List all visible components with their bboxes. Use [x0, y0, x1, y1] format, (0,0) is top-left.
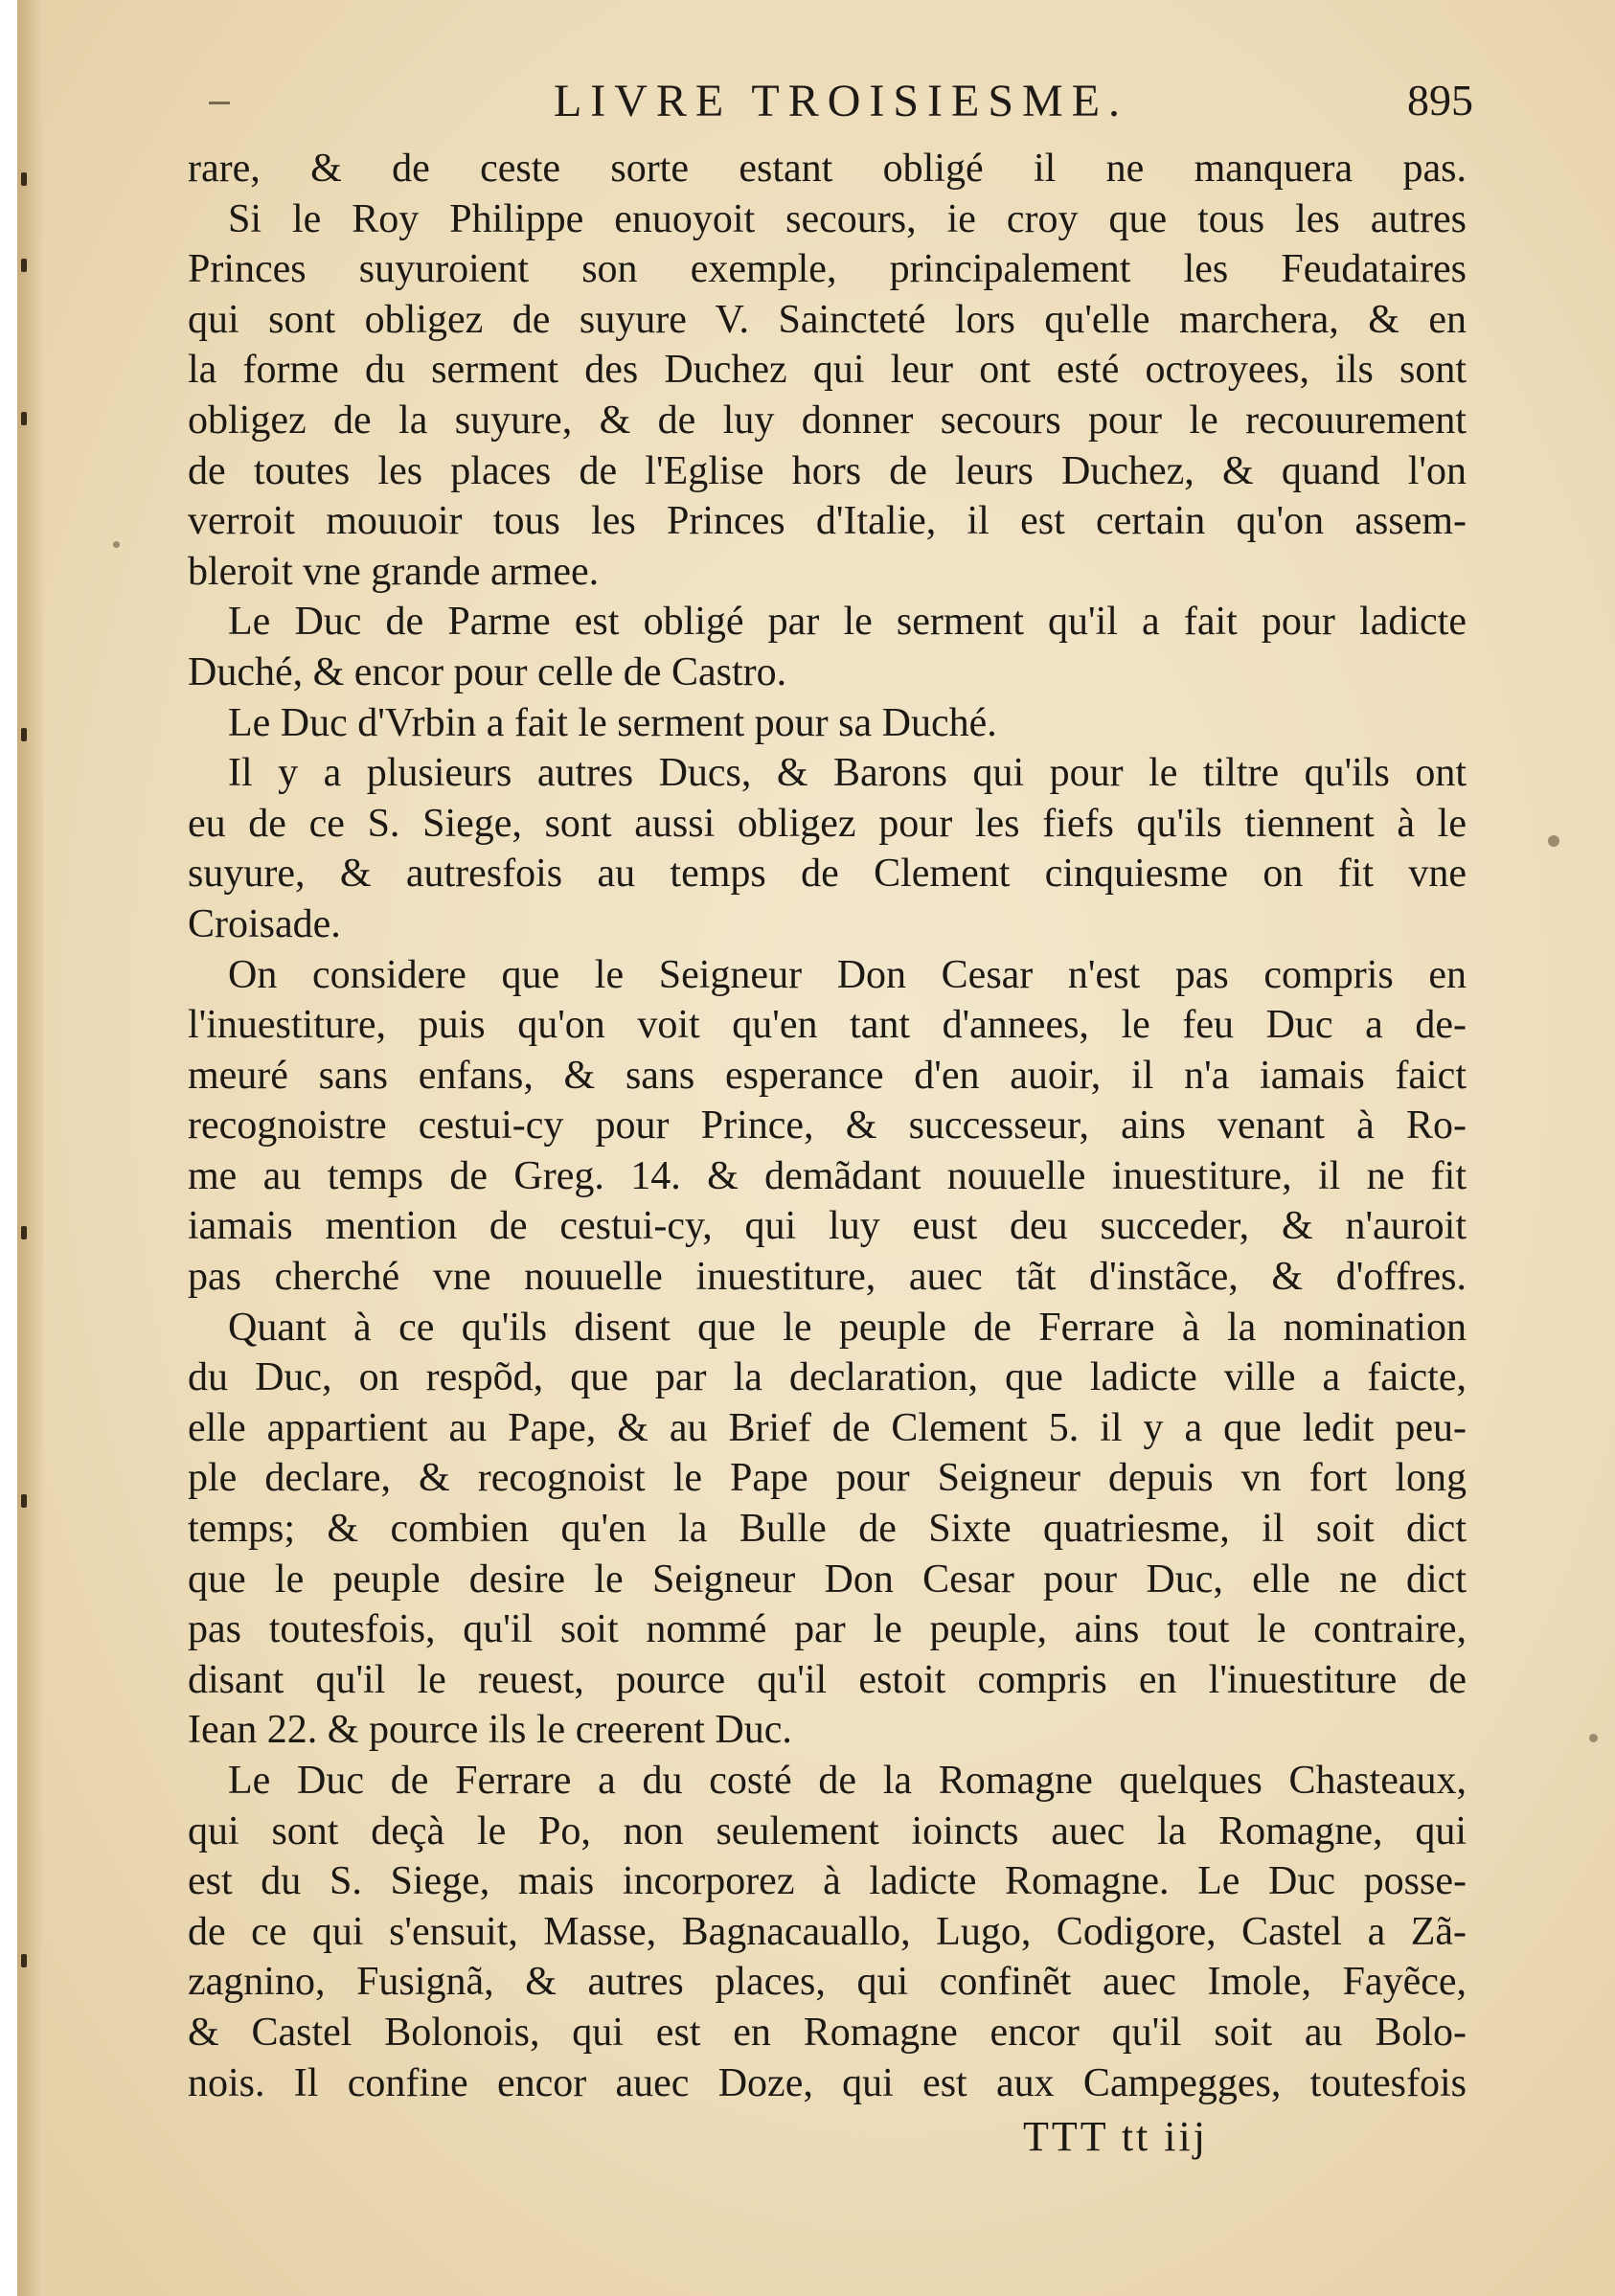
text-line: iamais mention de cestui-cy, qui luy eust deu succeder, & n'auroit	[188, 1204, 1467, 1249]
text-line: Le Duc de Ferrare a du costé de la Romagne quelques Chasteaux,	[228, 1759, 1467, 1803]
binding-thread-mark	[21, 412, 27, 425]
binding-thread-mark	[21, 1494, 27, 1508]
text-line: que le peuple desire le Seigneur Don Cesar pour Duc, elle ne dict	[188, 1557, 1467, 1602]
text-line: nois. Il confine encor auec Doze, qui est aux Campegges, toutesfois	[188, 2060, 1467, 2105]
page-number: 895	[1407, 76, 1473, 125]
text-line: la forme du serment des Duchez qui leur ont esté octroyees, ils sont	[188, 348, 1467, 393]
text-line: zagnino, Fusignã, & autres places, qui confinẽt auec Imole, Fayẽce,	[188, 1960, 1467, 2005]
text-line: Le Duc de Parme est obligé par le serment qu'il a fait pour ladicte	[228, 600, 1467, 645]
text-line: obligez de la suyure, & de luy donner secours pour le recouurement	[188, 398, 1467, 443]
text-line: Il y a plusieurs autres Ducs, & Barons qui pour le tiltre qu'ils ont	[228, 751, 1467, 796]
text-line: recognoistre cestui-cy pour Prince, & successeur, ains venant à Ro-	[188, 1103, 1467, 1148]
foxing-spot	[1589, 1734, 1598, 1742]
text-line: elle appartient au Pape, & au Brief de Clement 5. il y a que ledit peu-	[188, 1405, 1467, 1450]
text-line: pas toutesfois, qu'il soit nommé par le peuple, ains tout le contraire,	[188, 1607, 1467, 1652]
text-line: rare, & de ceste sorte estant obligé il ne manquera pas.	[188, 147, 1467, 191]
binding-thread-mark	[21, 728, 27, 741]
book-page	[17, 0, 1615, 2296]
text-line: Le Duc d'Vrbin a fait le serment pour sa Duché.	[228, 700, 997, 745]
text-line: pas cherché vne nouuelle inuestiture, auec tãt d'instãce, & d'offres.	[188, 1255, 1467, 1300]
text-line: verroit mouuoir tous les Princes d'Italie, il est certain qu'on assem-	[188, 499, 1467, 544]
text-line: qui sont deçà le Po, non seulement ioincts auec la Romagne, qui	[188, 1808, 1467, 1853]
text-line: Iean 22. & pource ils le creerent Duc.	[188, 1708, 792, 1753]
text-line: me au temps de Greg. 14. & demãdant nouuelle inuestiture, il ne fit	[188, 1153, 1467, 1198]
foxing-spot	[1548, 835, 1559, 847]
text-line: de toutes les places de l'Eglise hors de leurs Duchez, & quand l'on	[188, 448, 1467, 493]
text-line: bleroit vne grande armee.	[188, 549, 600, 594]
text-line: Croisade.	[188, 901, 341, 946]
text-line: qui sont obligez de suyure V. Saincteté lors qu'elle marchera, & en	[188, 297, 1467, 342]
text-line: meuré sans enfans, & sans esperance d'en auoir, il n'a iamais faict	[188, 1053, 1467, 1098]
text-line: disant qu'il le reuest, pource qu'il estoit compris en l'inuestiture de	[188, 1657, 1467, 1702]
binding-gutter	[17, 0, 44, 2296]
running-title: LIVRE TROISIESME.	[553, 76, 1129, 126]
text-line: & Castel Bolonois, qui est en Romagne encor qu'il soit au Bolo-	[188, 2010, 1467, 2055]
binding-thread-mark	[21, 259, 27, 272]
text-line: eu de ce S. Siege, sont aussi obligez pour les fiefs qu'ils tiennent à le	[188, 801, 1467, 846]
text-line: temps; & combien qu'en la Bulle de Sixte quatriesme, il soit dict	[188, 1507, 1467, 1552]
text-line: ple declare, & recognoist le Pape pour Seigneur depuis vn fort long	[188, 1456, 1467, 1501]
text-line: On considere que le Seigneur Don Cesar n'est pas compris en	[228, 952, 1467, 997]
page-header	[209, 75, 1473, 132]
text-line: est du S. Siege, mais incorporez à ladicte Romagne. Le Duc posse-	[188, 1859, 1467, 1904]
binding-thread-mark	[21, 1954, 27, 1967]
text-line: suyure, & autresfois au temps de Clement cinquiesme on fit vne	[188, 852, 1467, 897]
text-line: du Duc, on respõd, que par la declaration, que ladicte ville a faicte,	[188, 1355, 1467, 1400]
binding-thread-mark	[21, 1226, 27, 1239]
text-line: Duché, & encor pour celle de Castro.	[188, 649, 787, 694]
binding-thread-mark	[21, 172, 27, 186]
body-text	[188, 144, 1467, 2108]
text-line: Si le Roy Philippe enuoyoit secours, ie croy que tous les autres	[228, 196, 1467, 241]
text-line: Quant à ce qu'ils disent que le peuple de Ferrare à la nomination	[228, 1305, 1467, 1350]
signature-mark: TTT tt iij	[1023, 2113, 1208, 2160]
text-line: l'inuestiture, puis qu'on voit qu'en tant d'annees, le feu Duc a de-	[188, 1003, 1467, 1048]
foxing-spot	[113, 541, 120, 548]
text-line: de ce qui s'ensuit, Masse, Bagnacauallo, Lugo, Codigore, Castel a Zã-	[188, 1909, 1467, 1954]
text-line: Princes suyuroient son exemple, principalement les Feudataires	[188, 247, 1467, 292]
